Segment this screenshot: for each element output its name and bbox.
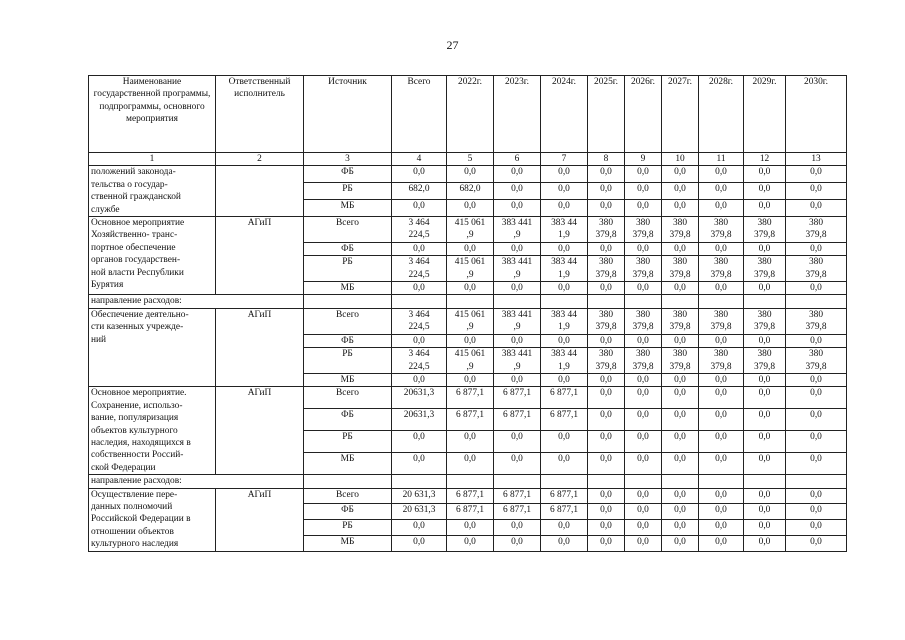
empty-cell: [662, 295, 699, 308]
value-cell: 3 464 224,5: [392, 348, 447, 374]
value-cell: 0,0: [786, 200, 847, 217]
value-cell: 380 379,8: [786, 308, 847, 334]
value-cell: 6 877,1: [541, 504, 588, 520]
budget-table: [88, 75, 847, 552]
value-cell: 6 877,1: [447, 504, 494, 520]
value-cell: 0,0: [699, 183, 744, 200]
value-cell: 0,0: [744, 166, 786, 183]
value-cell: 0,0: [588, 387, 625, 409]
value-cell: 415 061 ,9: [447, 308, 494, 334]
value-cell: 380 379,8: [625, 348, 662, 374]
column-header: 2025г.: [588, 76, 625, 153]
value-cell: 0,0: [744, 409, 786, 431]
table-row: [89, 387, 847, 409]
value-cell: 0,0: [541, 520, 588, 536]
empty-cell: [392, 295, 447, 308]
value-cell: 0,0: [662, 373, 699, 386]
empty-cell: [494, 475, 541, 488]
value-cell: 0,0: [699, 200, 744, 217]
funding-source: Всего: [304, 217, 392, 243]
responsible-executor: [216, 166, 304, 217]
funding-source: Всего: [304, 308, 392, 334]
empty-cell: [662, 475, 699, 488]
value-cell: 0,0: [786, 334, 847, 347]
responsible-executor: АГиП: [216, 308, 304, 386]
column-header: Источник: [304, 76, 392, 153]
activity-name: Основное мероприятие. Сохранение, использо- вание, популяризация объектов культурного наследия, находящихся в собственности Россий- ской Федерации: [89, 387, 216, 475]
value-cell: 0,0: [625, 373, 662, 386]
empty-cell: [588, 295, 625, 308]
value-cell: 6 877,1: [447, 409, 494, 431]
empty-cell: [699, 295, 744, 308]
value-cell: 0,0: [447, 373, 494, 386]
column-header: Наименование государственной программы, подпрограммы, основного мероприятия: [89, 76, 216, 153]
value-cell: 6 877,1: [447, 488, 494, 504]
funding-source: РБ: [304, 183, 392, 200]
column-header: 2027г.: [662, 76, 699, 153]
value-cell: 380 379,8: [786, 348, 847, 374]
value-cell: 20631,3: [392, 409, 447, 431]
funding-source: ФБ: [304, 166, 392, 183]
responsible-executor: АГиП: [216, 488, 304, 551]
value-cell: 0,0: [392, 282, 447, 295]
value-cell: 0,0: [392, 431, 447, 453]
value-cell: 0,0: [392, 453, 447, 475]
value-cell: 383 441 ,9: [494, 348, 541, 374]
value-cell: 0,0: [744, 183, 786, 200]
value-cell: 0,0: [541, 535, 588, 551]
table-row: [89, 308, 847, 334]
funding-source: МБ: [304, 453, 392, 475]
value-cell: 0,0: [744, 334, 786, 347]
value-cell: 0,0: [744, 282, 786, 295]
column-number: 10: [662, 153, 699, 166]
value-cell: 0,0: [786, 504, 847, 520]
value-cell: 0,0: [447, 520, 494, 536]
empty-cell: [541, 475, 588, 488]
value-cell: 0,0: [447, 166, 494, 183]
value-cell: 0,0: [699, 453, 744, 475]
value-cell: 0,0: [744, 520, 786, 536]
column-number: 8: [588, 153, 625, 166]
value-cell: 0,0: [494, 166, 541, 183]
value-cell: 0,0: [541, 282, 588, 295]
value-cell: 0,0: [662, 282, 699, 295]
value-cell: 682,0: [447, 183, 494, 200]
value-cell: 0,0: [662, 520, 699, 536]
value-cell: 0,0: [541, 431, 588, 453]
value-cell: 380 379,8: [625, 256, 662, 282]
empty-cell: [304, 475, 392, 488]
table-body: [89, 76, 847, 552]
value-cell: 6 877,1: [494, 387, 541, 409]
value-cell: 3 464 224,5: [392, 308, 447, 334]
value-cell: 0,0: [541, 183, 588, 200]
value-cell: 0,0: [662, 334, 699, 347]
activity-name: положений законода- тельства о государ- ственной гражданской службе: [89, 166, 216, 217]
value-cell: 383 441 ,9: [494, 308, 541, 334]
value-cell: 0,0: [625, 387, 662, 409]
value-cell: 0,0: [392, 242, 447, 255]
value-cell: 0,0: [699, 409, 744, 431]
column-number: 6: [494, 153, 541, 166]
column-number: 5: [447, 153, 494, 166]
funding-source: МБ: [304, 373, 392, 386]
value-cell: 0,0: [447, 535, 494, 551]
funding-source: МБ: [304, 200, 392, 217]
value-cell: 6 877,1: [541, 488, 588, 504]
value-cell: 0,0: [699, 282, 744, 295]
activity-name: Обеспечение деятельно- сти казенных учрежде- ний: [89, 308, 216, 386]
value-cell: 380 379,8: [588, 308, 625, 334]
empty-cell: [699, 475, 744, 488]
column-header: 2028г.: [699, 76, 744, 153]
value-cell: 380 379,8: [744, 308, 786, 334]
table-row: [89, 217, 847, 243]
value-cell: 0,0: [744, 242, 786, 255]
value-cell: 0,0: [744, 453, 786, 475]
responsible-executor: АГиП: [216, 387, 304, 475]
value-cell: 0,0: [786, 409, 847, 431]
value-cell: 0,0: [447, 200, 494, 217]
value-cell: 415 061 ,9: [447, 256, 494, 282]
value-cell: 380 379,8: [625, 217, 662, 243]
funding-source: Всего: [304, 488, 392, 504]
value-cell: 6 877,1: [494, 504, 541, 520]
section-label: направление расходов:: [89, 295, 304, 308]
value-cell: 0,0: [744, 200, 786, 217]
value-cell: 0,0: [744, 488, 786, 504]
value-cell: 0,0: [541, 373, 588, 386]
activity-name: Осуществление пере- данных полномочий Российской Федерации в отношении объектов культурного наследия: [89, 488, 216, 551]
section-label: направление расходов:: [89, 475, 304, 488]
section-row: [89, 295, 847, 308]
value-cell: 0,0: [494, 334, 541, 347]
page-number: 27: [446, 38, 459, 52]
value-cell: 0,0: [662, 166, 699, 183]
value-cell: 383 44 1,9: [541, 256, 588, 282]
value-cell: 0,0: [786, 453, 847, 475]
funding-source: ФБ: [304, 409, 392, 431]
value-cell: 0,0: [541, 453, 588, 475]
value-cell: 0,0: [625, 520, 662, 536]
value-cell: 0,0: [541, 166, 588, 183]
value-cell: 0,0: [392, 334, 447, 347]
value-cell: 0,0: [625, 183, 662, 200]
empty-cell: [625, 475, 662, 488]
column-number: 9: [625, 153, 662, 166]
value-cell: 0,0: [699, 504, 744, 520]
funding-source: РБ: [304, 520, 392, 536]
value-cell: 6 877,1: [494, 488, 541, 504]
value-cell: 383 44 1,9: [541, 217, 588, 243]
value-cell: 380 379,8: [662, 348, 699, 374]
value-cell: 380 379,8: [662, 217, 699, 243]
value-cell: 0,0: [786, 535, 847, 551]
value-cell: 0,0: [662, 504, 699, 520]
value-cell: 0,0: [447, 282, 494, 295]
value-cell: 0,0: [699, 488, 744, 504]
value-cell: 0,0: [699, 373, 744, 386]
value-cell: 0,0: [662, 200, 699, 217]
value-cell: 0,0: [699, 520, 744, 536]
value-cell: 0,0: [625, 535, 662, 551]
column-header: 2030г.: [786, 76, 847, 153]
funding-source: РБ: [304, 256, 392, 282]
value-cell: 6 877,1: [494, 409, 541, 431]
value-cell: 383 44 1,9: [541, 308, 588, 334]
value-cell: 0,0: [625, 242, 662, 255]
funding-source: Всего: [304, 387, 392, 409]
value-cell: 3 464 224,5: [392, 217, 447, 243]
value-cell: 0,0: [786, 431, 847, 453]
empty-cell: [392, 475, 447, 488]
value-cell: 0,0: [786, 166, 847, 183]
empty-cell: [744, 475, 786, 488]
value-cell: 0,0: [786, 387, 847, 409]
value-cell: 380 379,8: [588, 348, 625, 374]
empty-cell: [588, 475, 625, 488]
empty-cell: [494, 295, 541, 308]
column-number: 4: [392, 153, 447, 166]
value-cell: 0,0: [541, 242, 588, 255]
table-row: [89, 166, 847, 183]
value-cell: 0,0: [494, 282, 541, 295]
column-header: 2024г.: [541, 76, 588, 153]
value-cell: 0,0: [494, 520, 541, 536]
value-cell: 0,0: [494, 431, 541, 453]
value-cell: 0,0: [588, 373, 625, 386]
value-cell: 3 464 224,5: [392, 256, 447, 282]
value-cell: 0,0: [494, 373, 541, 386]
value-cell: 380 379,8: [744, 217, 786, 243]
value-cell: 682,0: [392, 183, 447, 200]
value-cell: 0,0: [625, 409, 662, 431]
responsible-executor: АГиП: [216, 217, 304, 295]
value-cell: 0,0: [588, 535, 625, 551]
value-cell: 0,0: [588, 409, 625, 431]
table-row: [89, 488, 847, 504]
empty-cell: [744, 295, 786, 308]
value-cell: 0,0: [625, 504, 662, 520]
activity-name: Основное мероприятие Хозяйственно- транс- портное обеспечение органов государствен- ной власти Республики Бурятия: [89, 217, 216, 295]
value-cell: 380 379,8: [744, 256, 786, 282]
column-number: 13: [786, 153, 847, 166]
value-cell: 380 379,8: [662, 308, 699, 334]
value-cell: 380 379,8: [699, 217, 744, 243]
value-cell: 0,0: [447, 431, 494, 453]
value-cell: 380 379,8: [588, 256, 625, 282]
value-cell: 0,0: [744, 535, 786, 551]
value-cell: 0,0: [786, 373, 847, 386]
value-cell: 380 379,8: [662, 256, 699, 282]
column-header: 2029г.: [744, 76, 786, 153]
column-number: 3: [304, 153, 392, 166]
value-cell: 380 379,8: [588, 217, 625, 243]
funding-source: РБ: [304, 348, 392, 374]
value-cell: 0,0: [625, 166, 662, 183]
value-cell: 0,0: [625, 431, 662, 453]
value-cell: 0,0: [447, 334, 494, 347]
value-cell: 0,0: [699, 166, 744, 183]
empty-cell: [786, 295, 847, 308]
value-cell: 380 379,8: [699, 256, 744, 282]
value-cell: 0,0: [662, 535, 699, 551]
value-cell: 0,0: [786, 183, 847, 200]
value-cell: 380 379,8: [786, 217, 847, 243]
value-cell: 0,0: [392, 373, 447, 386]
value-cell: 0,0: [392, 200, 447, 217]
value-cell: 6 877,1: [541, 409, 588, 431]
value-cell: 0,0: [588, 242, 625, 255]
value-cell: 0,0: [625, 282, 662, 295]
value-cell: 0,0: [494, 535, 541, 551]
funding-source: ФБ: [304, 504, 392, 520]
value-cell: 380 379,8: [786, 256, 847, 282]
value-cell: 383 441 ,9: [494, 256, 541, 282]
column-header: 2023г.: [494, 76, 541, 153]
value-cell: 0,0: [699, 387, 744, 409]
column-header: Ответственный исполнитель: [216, 76, 304, 153]
value-cell: 0,0: [541, 200, 588, 217]
value-cell: 0,0: [662, 453, 699, 475]
value-cell: 0,0: [588, 488, 625, 504]
value-cell: 0,0: [588, 282, 625, 295]
column-number: 1: [89, 153, 216, 166]
value-cell: 0,0: [588, 520, 625, 536]
value-cell: 380 379,8: [625, 308, 662, 334]
value-cell: 0,0: [588, 453, 625, 475]
column-header: 2022г.: [447, 76, 494, 153]
value-cell: 0,0: [662, 488, 699, 504]
value-cell: 0,0: [625, 453, 662, 475]
value-cell: 0,0: [588, 200, 625, 217]
value-cell: 0,0: [662, 387, 699, 409]
column-number-row: [89, 153, 847, 166]
value-cell: 0,0: [662, 183, 699, 200]
value-cell: 0,0: [699, 242, 744, 255]
section-row: [89, 475, 847, 488]
value-cell: 0,0: [392, 520, 447, 536]
value-cell: 0,0: [588, 504, 625, 520]
funding-source: РБ: [304, 431, 392, 453]
funding-source: ФБ: [304, 242, 392, 255]
value-cell: 380 379,8: [699, 348, 744, 374]
value-cell: 0,0: [494, 453, 541, 475]
funding-source: МБ: [304, 535, 392, 551]
empty-cell: [447, 475, 494, 488]
value-cell: 0,0: [588, 166, 625, 183]
funding-source: ФБ: [304, 334, 392, 347]
value-cell: 0,0: [447, 242, 494, 255]
column-number: 7: [541, 153, 588, 166]
value-cell: 0,0: [744, 431, 786, 453]
column-header: 2026г.: [625, 76, 662, 153]
value-cell: 0,0: [786, 242, 847, 255]
value-cell: 415 061 ,9: [447, 217, 494, 243]
value-cell: 0,0: [447, 453, 494, 475]
value-cell: 0,0: [494, 242, 541, 255]
value-cell: 0,0: [662, 242, 699, 255]
empty-cell: [625, 295, 662, 308]
funding-source: МБ: [304, 282, 392, 295]
column-number: 11: [699, 153, 744, 166]
empty-cell: [786, 475, 847, 488]
value-cell: 0,0: [786, 488, 847, 504]
column-number: 12: [744, 153, 786, 166]
value-cell: 380 379,8: [744, 348, 786, 374]
value-cell: 383 441 ,9: [494, 217, 541, 243]
empty-cell: [447, 295, 494, 308]
value-cell: 20 631,3: [392, 504, 447, 520]
value-cell: 0,0: [392, 166, 447, 183]
value-cell: 0,0: [786, 520, 847, 536]
value-cell: 0,0: [625, 200, 662, 217]
value-cell: 0,0: [494, 183, 541, 200]
value-cell: 0,0: [744, 387, 786, 409]
value-cell: 0,0: [662, 409, 699, 431]
value-cell: 20631,3: [392, 387, 447, 409]
value-cell: 0,0: [588, 334, 625, 347]
empty-cell: [541, 295, 588, 308]
value-cell: 0,0: [699, 535, 744, 551]
value-cell: 0,0: [699, 334, 744, 347]
value-cell: 0,0: [662, 431, 699, 453]
value-cell: 0,0: [744, 504, 786, 520]
value-cell: 380 379,8: [699, 308, 744, 334]
value-cell: 0,0: [588, 183, 625, 200]
value-cell: 0,0: [494, 200, 541, 217]
value-cell: 0,0: [588, 431, 625, 453]
header-row: [89, 76, 847, 153]
value-cell: 0,0: [625, 488, 662, 504]
value-cell: 6 877,1: [447, 387, 494, 409]
column-header: Всего: [392, 76, 447, 153]
empty-cell: [304, 295, 392, 308]
value-cell: 0,0: [786, 282, 847, 295]
value-cell: 0,0: [699, 431, 744, 453]
value-cell: 0,0: [744, 373, 786, 386]
value-cell: 0,0: [392, 535, 447, 551]
value-cell: 0,0: [541, 334, 588, 347]
value-cell: 6 877,1: [541, 387, 588, 409]
value-cell: 20 631,3: [392, 488, 447, 504]
value-cell: 0,0: [625, 334, 662, 347]
value-cell: 415 061 ,9: [447, 348, 494, 374]
column-number: 2: [216, 153, 304, 166]
value-cell: 383 44 1,9: [541, 348, 588, 374]
